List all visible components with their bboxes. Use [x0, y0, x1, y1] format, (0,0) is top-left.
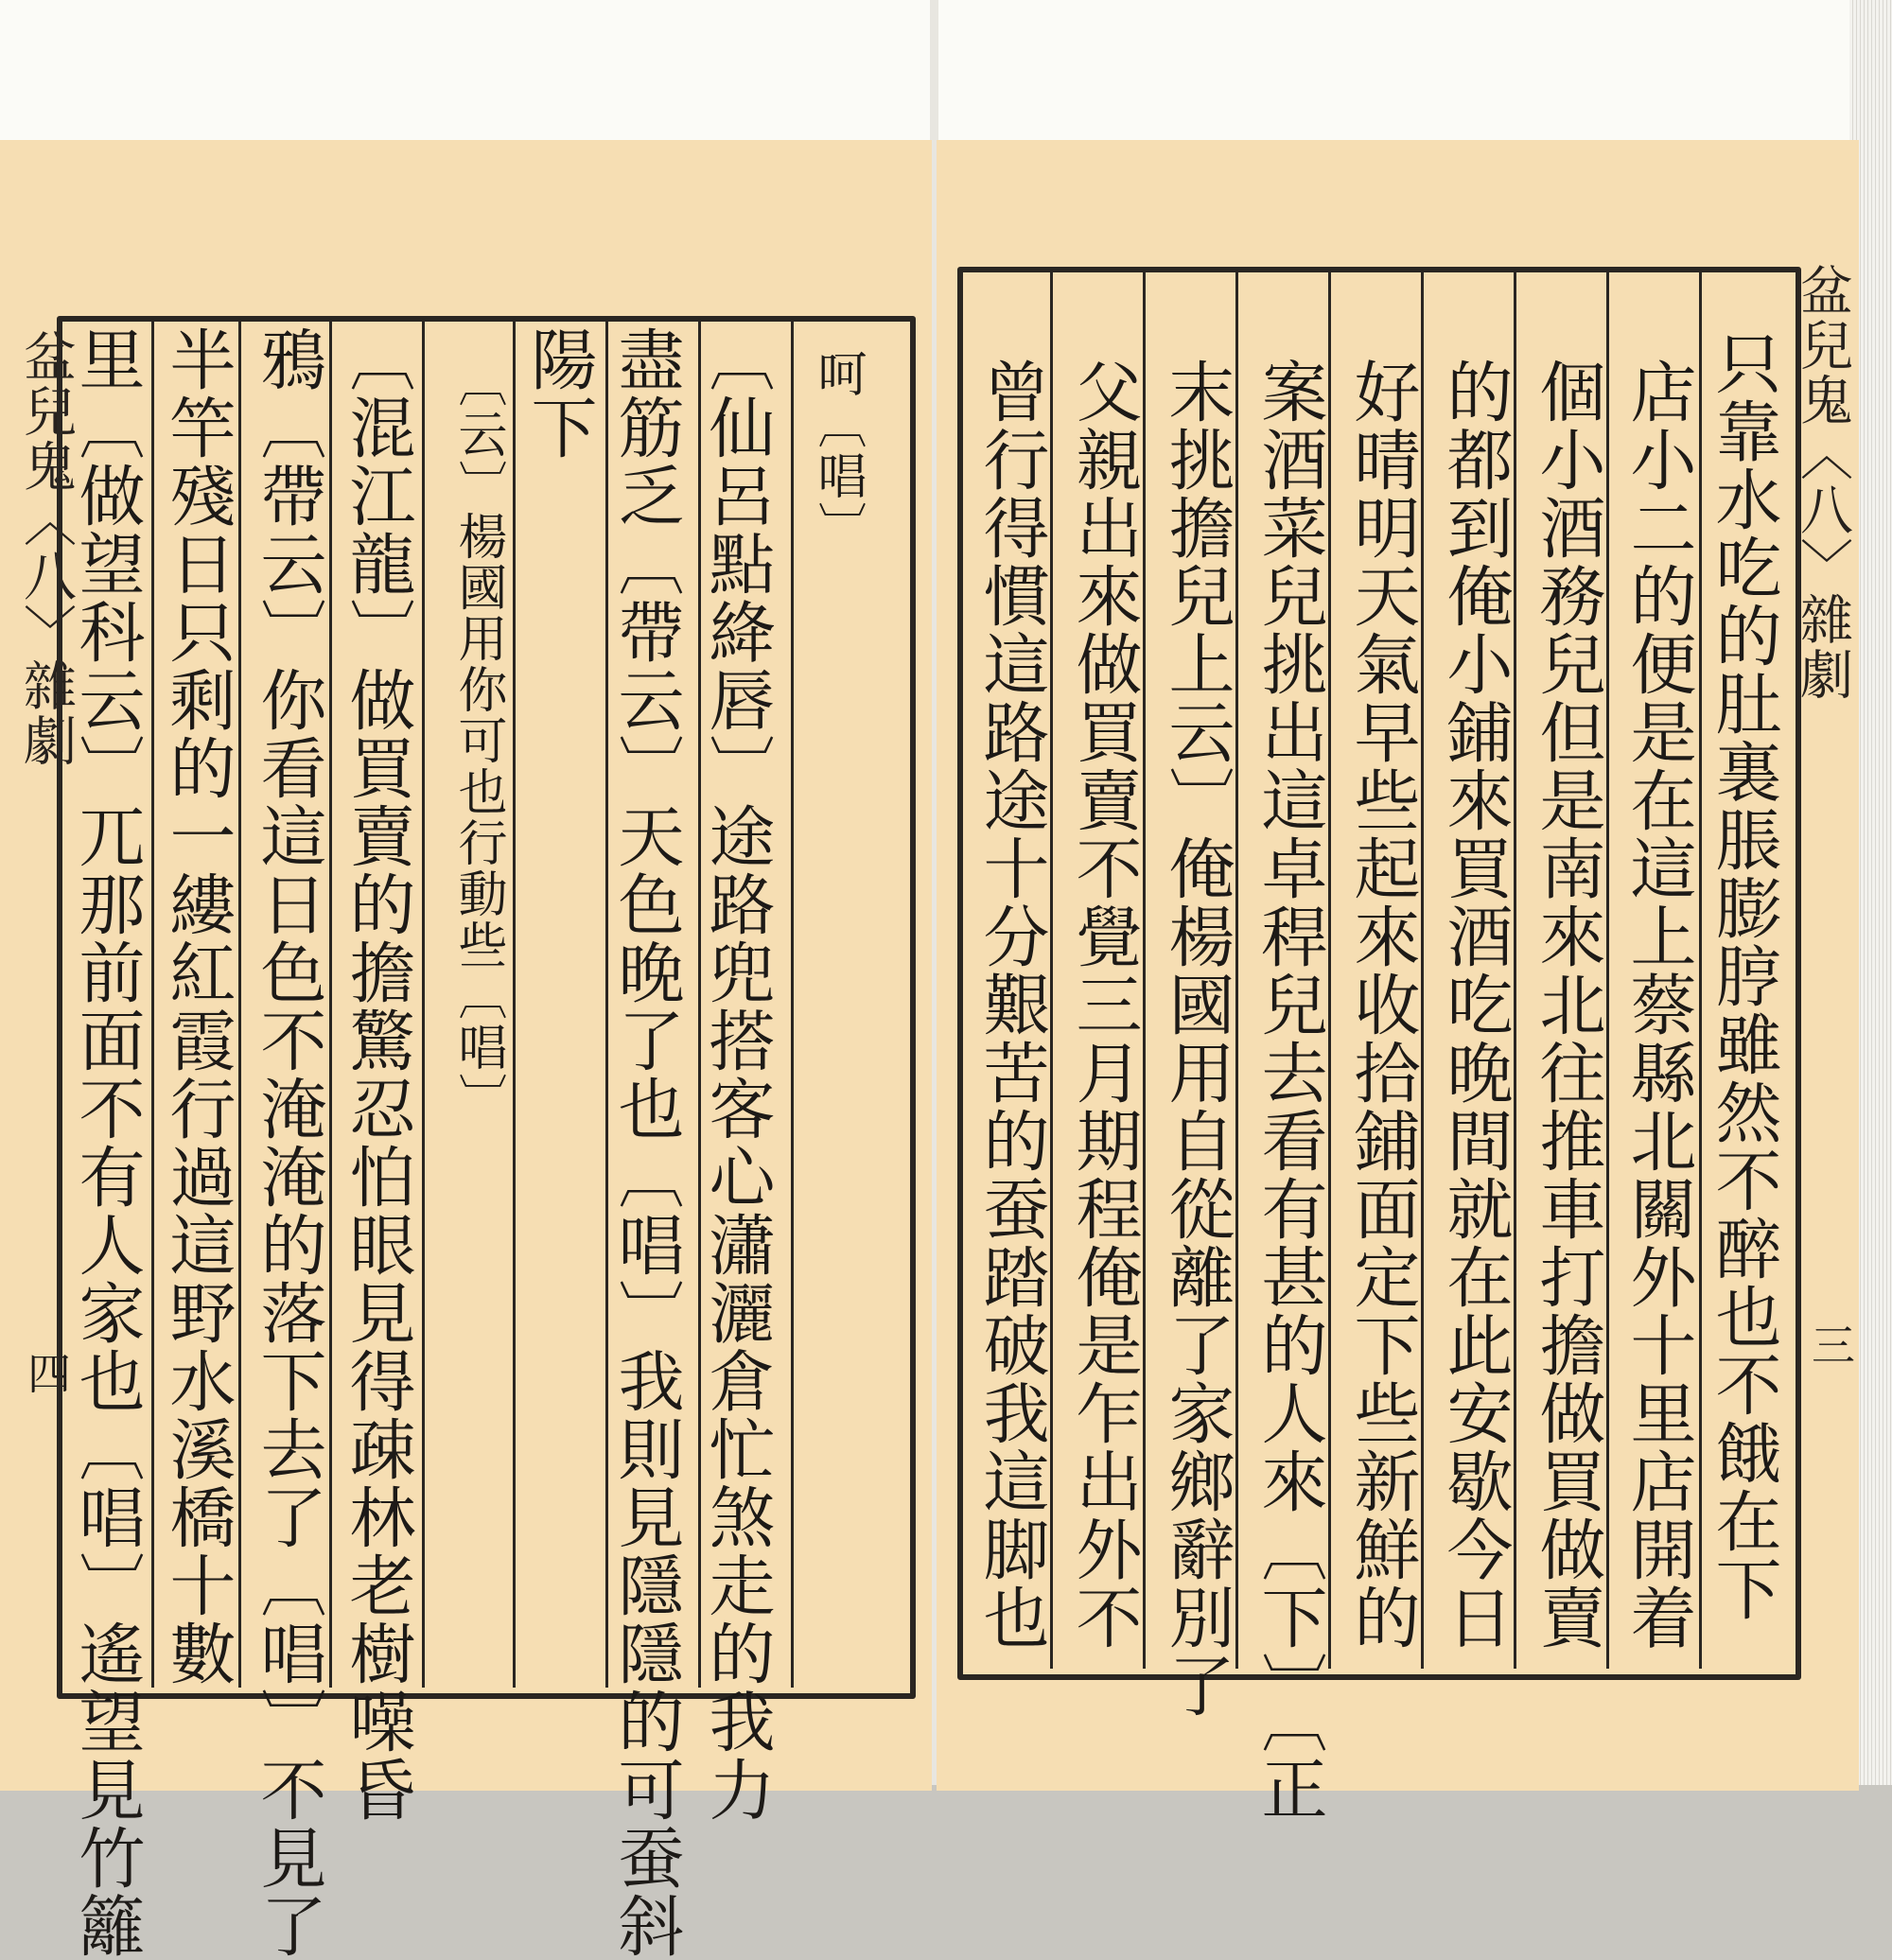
text-column: 盡筋乏〔帶云〕天色晚了也〔唱〕我則見隱隱的可蚕斜 — [607, 325, 685, 1960]
text-column: 個小酒務兒但是南來北往推車打擔做買做賣 — [1529, 358, 1606, 1652]
column-rule — [791, 322, 794, 1688]
text-column: 末挑擔兒上云〕俺楊國用自從離了家鄉辭別了 — [1158, 358, 1235, 1720]
text-column: 好晴明天氣早些起來收拾鋪面定下些新鮮的 — [1343, 358, 1421, 1652]
text-column: 〔混江龍〕做買賣的擔驚忍怕眼見得疎林老樹噪昏 — [339, 325, 416, 1824]
right-margin-title: 盆兒鬼〈八〉雜劇 — [1792, 263, 1853, 702]
text-column: 半竿殘日只剩的一縷紅霞行過這野水溪橋十數 — [159, 325, 236, 1688]
column-rule — [329, 322, 332, 1688]
right-paper — [937, 140, 1859, 1823]
left-header-note: 呵〔唱〕 — [809, 348, 866, 552]
text-column: 的都到俺小鋪來買酒吃晚間就在此安歇今日 — [1436, 358, 1514, 1652]
column-rule — [422, 322, 425, 1688]
column-rule — [238, 322, 241, 1688]
text-column: 父親出來做買賣不覺三月期程俺是乍出外不 — [1065, 358, 1143, 1652]
column-rule — [151, 322, 154, 1688]
text-column: 里〔做望科云〕兀那前面不有人家也〔唱〕遙望見竹籬 — [68, 325, 146, 1960]
text-column: 陽下 — [520, 325, 598, 462]
text-column: 案酒菜兒挑出這卓稈兒去看有甚的人來〔下〕〔正 — [1251, 358, 1328, 1823]
right-page-number: 三 — [1805, 1322, 1856, 1368]
left-paper — [0, 140, 932, 1960]
left-page-number: 四 — [21, 1351, 72, 1396]
left-margin-title: 盆兒鬼〈八〉雜劇 — [15, 329, 77, 768]
text-column: 只靠水吃的肚裏脹膨脝雖然不醉也不餓在下 — [1705, 329, 1782, 1623]
column-rule — [1699, 272, 1702, 1669]
text-column: 店小二的便是在這上蔡縣北關外十里店開着 — [1620, 358, 1697, 1652]
text-column: 曾行得慣這路途十分艱苦的蚕踏破我這脚也 — [972, 358, 1050, 1652]
column-rule — [513, 322, 516, 1688]
text-column: 〔云〕楊國用你可也行動些〔唱〕 — [449, 358, 506, 1124]
text-column: 〔仙呂點絳唇〕途路兜搭客心瀟灑倉忙煞走的我力 — [698, 325, 776, 1824]
text-column: 鴉〔帶云〕你看這日色不淹淹的落下去了〔唱〕不見了 — [250, 325, 327, 1960]
